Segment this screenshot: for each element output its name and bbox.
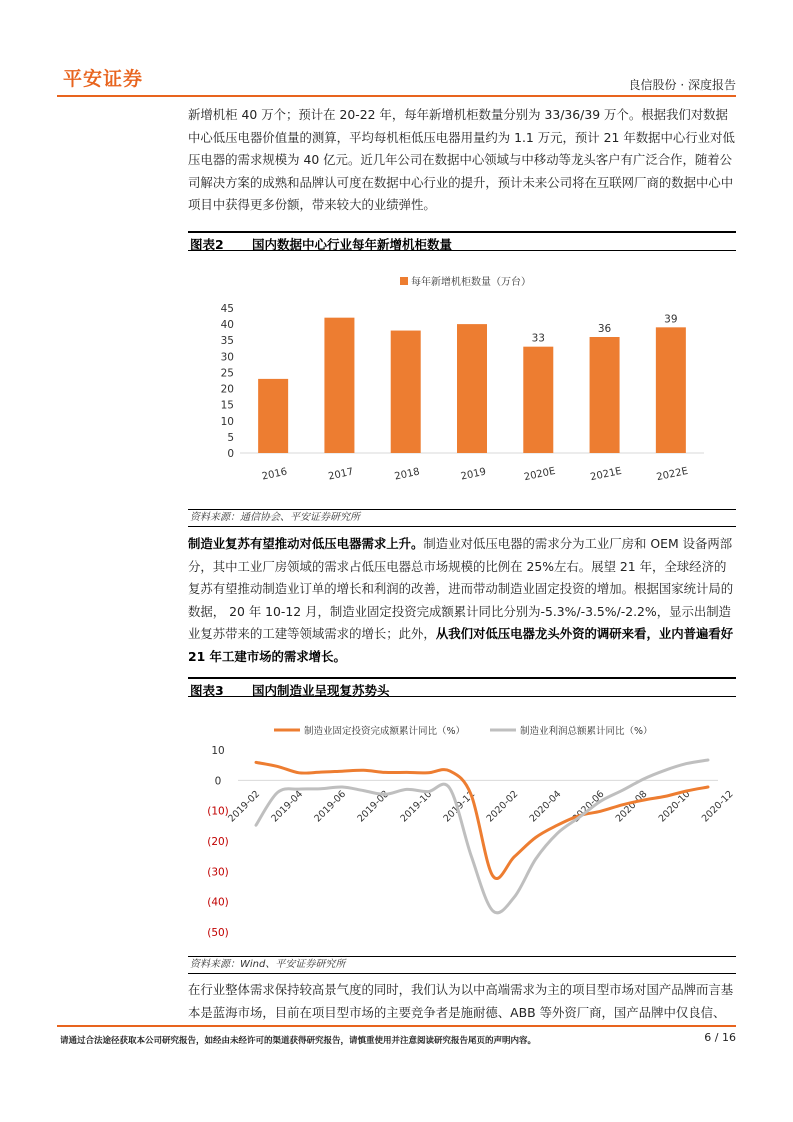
figure-2-title-bar (188, 231, 736, 251)
bar-x-tick-label: 2020E (523, 465, 557, 484)
line-x-tick-label: 2020-04 (527, 788, 564, 825)
line-x-tick-label: 2019-04 (269, 788, 306, 825)
line-y-tick-label: (50) (207, 927, 229, 939)
bar-x-tick-label: 2021E (589, 465, 623, 484)
brand-logo: 平安证券 (63, 68, 144, 90)
line-chart-series (256, 760, 708, 913)
bar-chart-bars (258, 313, 686, 453)
line-y-tick-label: (10) (207, 805, 229, 818)
bar-y-tick-label: 0 (227, 448, 234, 460)
paragraph-data-center: 新增机柜 40 万个；预计在 20-22 年，每年新增机柜数量分别为 33/36/39 万个。根据我们对数据中心低压电器价值量的测算，平均每机柜低压电器用量约为 1.1 万元，预计 21 年数据中心行业对低压电器的需求规模为 40 亿元。近几年公司在数据中心领域与中移动等龙头客户有广泛合作，随着公司解决方案的成熟和品牌认可度在数据中心行业的提升，预计未来公司将在互联网厂商的数据中心中项目中获得更多份额，带来较大的业绩弹性。 (188, 107, 735, 213)
line-x-tick-label: 2019-10 (398, 788, 435, 825)
page-number: 6 / 16 (704, 1031, 736, 1044)
line-x-tick-label: 2020-06 (570, 788, 607, 825)
line-y-tick-label: (20) (207, 836, 229, 848)
bar-y-tick-label: 45 (220, 303, 234, 315)
bar-y-tick-label: 5 (227, 431, 234, 444)
paragraph-project-market: 在行业整体需求保持较高景气度的同时，我们认为以中高端需求为主的项目型市场对国产品牌而言基本是蓝海市场，目前在项目型市场的主要竞争者是施耐德、ABB 等外资厂商，国产品牌中仅良信、 (188, 982, 734, 1020)
paragraph-manufacturing-tail: 从我们对低压电器龙头外资的调研来看，业内普遍看好 21 年工建市场的需求增长。 (188, 626, 734, 664)
bar-y-tick-label: 15 (220, 399, 234, 412)
bar-2021E (590, 337, 620, 453)
bar-y-tick-label: 40 (220, 319, 234, 332)
cabinet-bar-chart (188, 256, 736, 508)
bar-data-label: 39 (664, 313, 678, 326)
bar-x-tick-label: 2019 (459, 466, 488, 483)
line-x-tick-label: 2020-10 (656, 788, 693, 825)
line-y-tick-label: (40) (207, 896, 229, 909)
paragraph-manufacturing-body: 制造业对低压电器的需求分为工业厂房和 OEM 设备两部分，其中工业厂房领域的需求占低压电器总市场规模的比例在 25%左右。展望 21 年，全球经济的复苏有望推动制造业订单的增长和利润的改善，进而带动制造业固定投资的增加。根据国家统计局的数据， 20 年 10-12 月，制造业固定投资完成额累计同比分别为-5.3%/-3.5%/-2.2%，显示出制造业复苏带来的工建等领域需求的增长；此外， (188, 536, 734, 642)
line-x-tick-label: 2020-08 (613, 788, 650, 825)
bar-x-tick-label: 2018 (393, 466, 421, 483)
bar-2018 (391, 331, 421, 453)
line-y-tick-label: (30) (207, 866, 229, 879)
header-divider (57, 95, 736, 97)
bar-legend-swatch (400, 277, 408, 285)
bar-y-tick-label: 20 (220, 383, 234, 396)
paragraph-manufacturing (188, 533, 736, 669)
bar-2017 (324, 318, 354, 453)
figure-3-title: 国内制造业呈现复苏势头 (252, 683, 390, 698)
line-x-tick-label: 2019-08 (355, 788, 392, 825)
bar-x-tick-label: 2022E (655, 465, 690, 484)
figure-2-title: 国内数据中心行业每年新增机柜数量 (252, 237, 453, 252)
footer-divider (57, 1025, 736, 1027)
bar-legend-label: 每年新增机柜数量（万台） (411, 277, 531, 288)
line-y-tick-label: 10 (211, 745, 225, 757)
figure-2-number: 图表2 (190, 237, 224, 252)
bar-2020E (523, 347, 553, 453)
line-y-tick-label: 0 (214, 775, 222, 788)
bar-2016 (258, 379, 288, 453)
bar-y-tick-label: 35 (220, 335, 234, 348)
figure-3-number: 图表3 (190, 683, 224, 698)
bar-data-label: 33 (531, 332, 545, 345)
bar-x-tick-label: 2017 (327, 466, 355, 483)
bar-y-tick-label: 30 (220, 351, 234, 364)
bar-x-tick-label: 2016 (261, 466, 289, 483)
line-x-tick-label: 2019-06 (312, 788, 349, 825)
bar-2019 (457, 324, 487, 453)
bar-y-tick-label: 10 (220, 415, 234, 428)
line-legend-label-profit: 制造业利润总额累计同比（%） (520, 726, 653, 737)
line-x-tick-label: 2019-02 (226, 788, 263, 825)
line-x-tick-label: 2019-12 (441, 788, 478, 825)
figure-3-title-bar (188, 677, 736, 697)
bar-2022E (656, 327, 686, 453)
bar-y-tick-label: 25 (220, 367, 234, 380)
line-legend-label-investment: 制造业固定投资完成额累计同比（%） (304, 726, 466, 737)
figure-3-source: 资料来源：Wind、平安证券研究所 (188, 956, 736, 974)
manufacturing-line-chart (188, 700, 736, 956)
bar-data-label: 36 (597, 323, 612, 335)
line-x-tick-label: 2020-12 (699, 788, 736, 825)
footer-disclaimer: 请通过合法途径获取本公司研究报告，如经由未经许可的渠道获得研究报告，请慎重使用并注意阅读研究报告尾页的声明内容。 (60, 1036, 537, 1046)
figure-2-source: 资料来源：通信协会、平安证券研究所 (188, 509, 736, 527)
line-x-tick-label: 2020-02 (484, 788, 521, 825)
paragraph-manufacturing-lead: 制造业复苏有望推动对低压电器需求上升。 (188, 536, 424, 551)
report-title: 良信股份 · 深度报告 (628, 78, 736, 92)
